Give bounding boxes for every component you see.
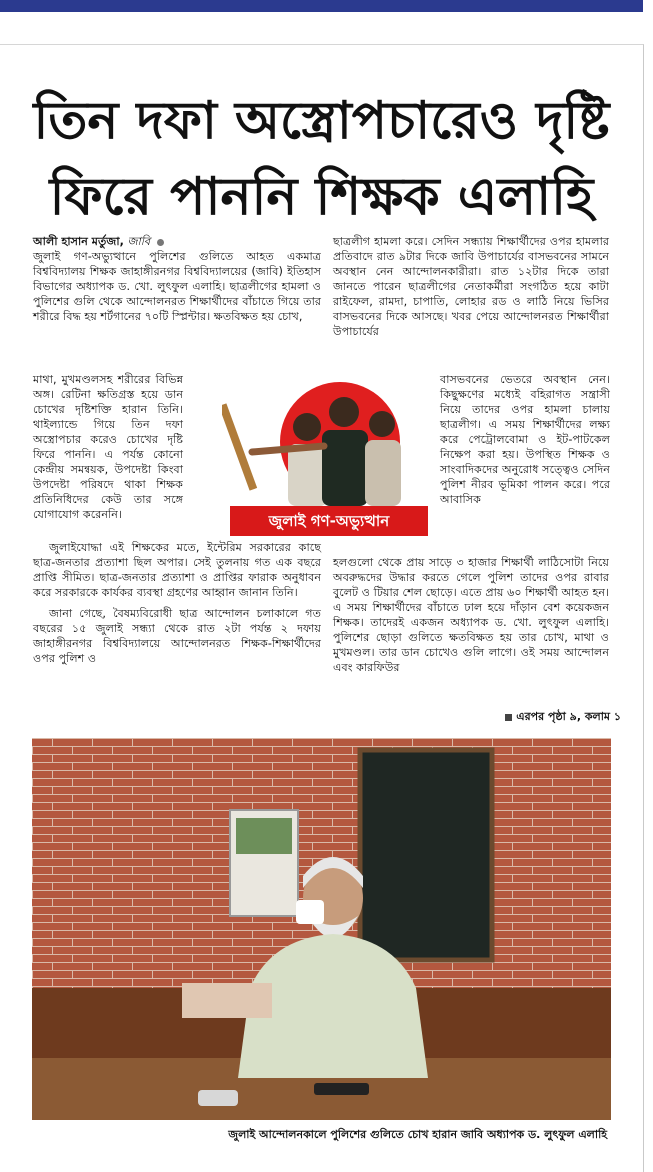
- article-paragraph: জুলাই গণ-অভ্যুত্থানে পুলিশের গুলিতে আহত একমাত্র বিশ্ববিদ্যালয় শিক্ষক জাহাঙ্গীরনগর বিশ্ববিদ্যালয়ের (জাবি) ইতিহাস বিভাগের অধ্যাপক ড. খো. লুৎফুল এলাহি। ছাত্রলীগের হামলা ও পুলিশের গুলি থেকে আন্দোলনরত শিক্ষার্থীদের বাঁচাতে গিয়ে তার শরীরে বিদ্ধ হয় শর্টগানের ৭০টি স্প্লিন্টার। ক্ষতবিক্ষত হয় চোখ,: [33, 250, 321, 323]
- article-paragraph: বাসভবনের ভেতরে অবস্থান নেন। কিছুক্ষণের মধ্যেই বহিরাগত সন্ত্রাসী নিয়ে তাদের ওপর হামলা চালায় ছাত্রলীগ। এ সময় শিক্ষার্থীদের লক্ষ্য করে পেট্রোলবোমা ও ইট-পাটকেল নিক্ষেপ করা হয়। উপস্থিত শিক্ষক ও সাংবাদিকদের অনুরোধ সত্ত্বেও সেদিন পুলিশ নীরব ভূমিকা পালন করে। পরে আবাসিক: [440, 373, 610, 506]
- article-column-2-wrap: [440, 372, 610, 507]
- illustration-label: জুলাই গণ-অভ্যুত্থান: [230, 506, 428, 536]
- article-column-2-bottom: [333, 555, 609, 675]
- article-column-1-bottom: [33, 540, 321, 666]
- article-paragraph: জুলাইযোদ্ধা এই শিক্ষকের মতে, ইন্টেরিম সরকারের কাছে ছাত্র-জনতার প্রত্যাশা ছিল অপার। সেই তুলনায় গত এক বছরে প্রাপ্তি সীমিত। ছাত্র-জনতার প্রত্যাশা ও প্রাপ্তির ফারাক অনুধাবন করে সরকারকে কার্যকর ব্যবস্থা গ্রহণের আহ্বান জানান তিনি।: [33, 541, 321, 599]
- article-column-2-top: [333, 234, 609, 339]
- article-paragraph: মাথা, মুখমণ্ডলসহ শরীরের বিভিন্ন অঙ্গ। রেটিনা ক্ষতিগ্রস্ত হয়ে ডান চোখের দৃষ্টিশক্তি হারান তিনি। থাইল্যান্ডে গিয়ে তিন দফা অস্ত্রোপচার করেও চোখের দৃষ্টি ফিরে পাননি। এ পর্যন্ত কোনো কেন্দ্রীয় সমন্বয়ক, উপদেষ্টা কিংবা উপদেষ্টা পরিষদে থাকা শিক্ষক প্রতিনিধিদের কেউ তার সঙ্গে যোগাযোগ করেননি।: [33, 373, 183, 521]
- square-bullet-icon: [505, 714, 512, 721]
- continued-on-page-note: [505, 708, 621, 727]
- headline-line-1: তিন দফা অস্ত্রোপচারেও দৃষ্টি: [33, 90, 610, 151]
- article-column-1-wrap: [33, 372, 183, 522]
- article-paragraph: জানা গেছে, বৈষম্যবিরোধী ছাত্র আন্দোলন চলাকালে গত বছরের ১৫ জুলাই সন্ধ্যা থেকে রাত ২টা পর্যন্ত ২ দফায় জাহাঙ্গীরনগর বিশ্ববিদ্যালয়ে আন্দোলনরত শিক্ষক-শিক্ষার্থীদের ওপর পুলিশ ও: [33, 607, 321, 665]
- top-color-bar: [0, 0, 643, 12]
- byline-dot-icon: [157, 239, 164, 246]
- byline-author: আলী হাসান মর্তুজা,: [33, 235, 124, 248]
- photo-caption: জুলাই আন্দোলনকালে পুলিশের গুলিতে চোখ হারান জাবি অধ্যাপক ড. লুৎফুল এলাহি: [228, 1128, 607, 1141]
- article-column-1-top: [33, 234, 321, 324]
- headline-line-2: ফিরে পাননি শিক্ষক এলাহি: [49, 166, 594, 227]
- teacher-photo: [32, 738, 611, 1120]
- byline-affiliation: জাবি: [123, 235, 151, 248]
- byline: [33, 235, 154, 248]
- article-paragraph: হলগুলো থেকে প্রায় সাড়ে ৩ হাজার শিক্ষার্থী লাঠিসোটা নিয়ে অবরুদ্ধদের উদ্ধার করতে গেলে পুলিশ তাদের ওপর রাবার বুলেট ও টিয়ার শেল ছোড়ে। এতে প্রায় ৬০ শিক্ষার্থী আহত হন। এ সময় শিক্ষার্থীদের বাঁচাতে ঢাল হয়ে দাঁড়ান বেশ কয়েকজন শিক্ষক। তাদেরই একজন অধ্যাপক ড. খো. লুৎফুল এলাহি। পুলিশের ছোড়া গুলিতে ক্ষতবিক্ষত হয় তার চোখ, মাথা ও মুখমণ্ডল। তার ডান চোখেও গুলি লাগে। ওই সময় আন্দোলন এবং কারফিউর: [333, 556, 609, 674]
- july-uprising-illustration: [222, 372, 435, 540]
- continued-text: এরপর পৃষ্ঠা ৯, কলাম ১: [516, 710, 621, 723]
- photo-graphic: [32, 738, 611, 1120]
- article-paragraph: ছাত্রলীগ হামলা করে। সেদিন সন্ধ্যায় শিক্ষার্থীদের ওপর হামলার প্রতিবাদে রাত ৯টার দিকে জাবি উপাচার্যের বাসভবনের সামনে অবস্থান নেন আন্দোলনকারীরা। রাত ১২টার দিকে তারা জানতে পারেন ছাত্রলীগের নেতাকর্মীরা সংগঠিত হয়ে কাটা রাইফেল, রামদা, চাপাতি, লোহার রড ও লাঠি নিয়ে ভিসির বাসভবনের দিকে আসছে। খবর পেয়ে আন্দোলনরত শিক্ষার্থীরা উপাচার্যের: [333, 235, 609, 338]
